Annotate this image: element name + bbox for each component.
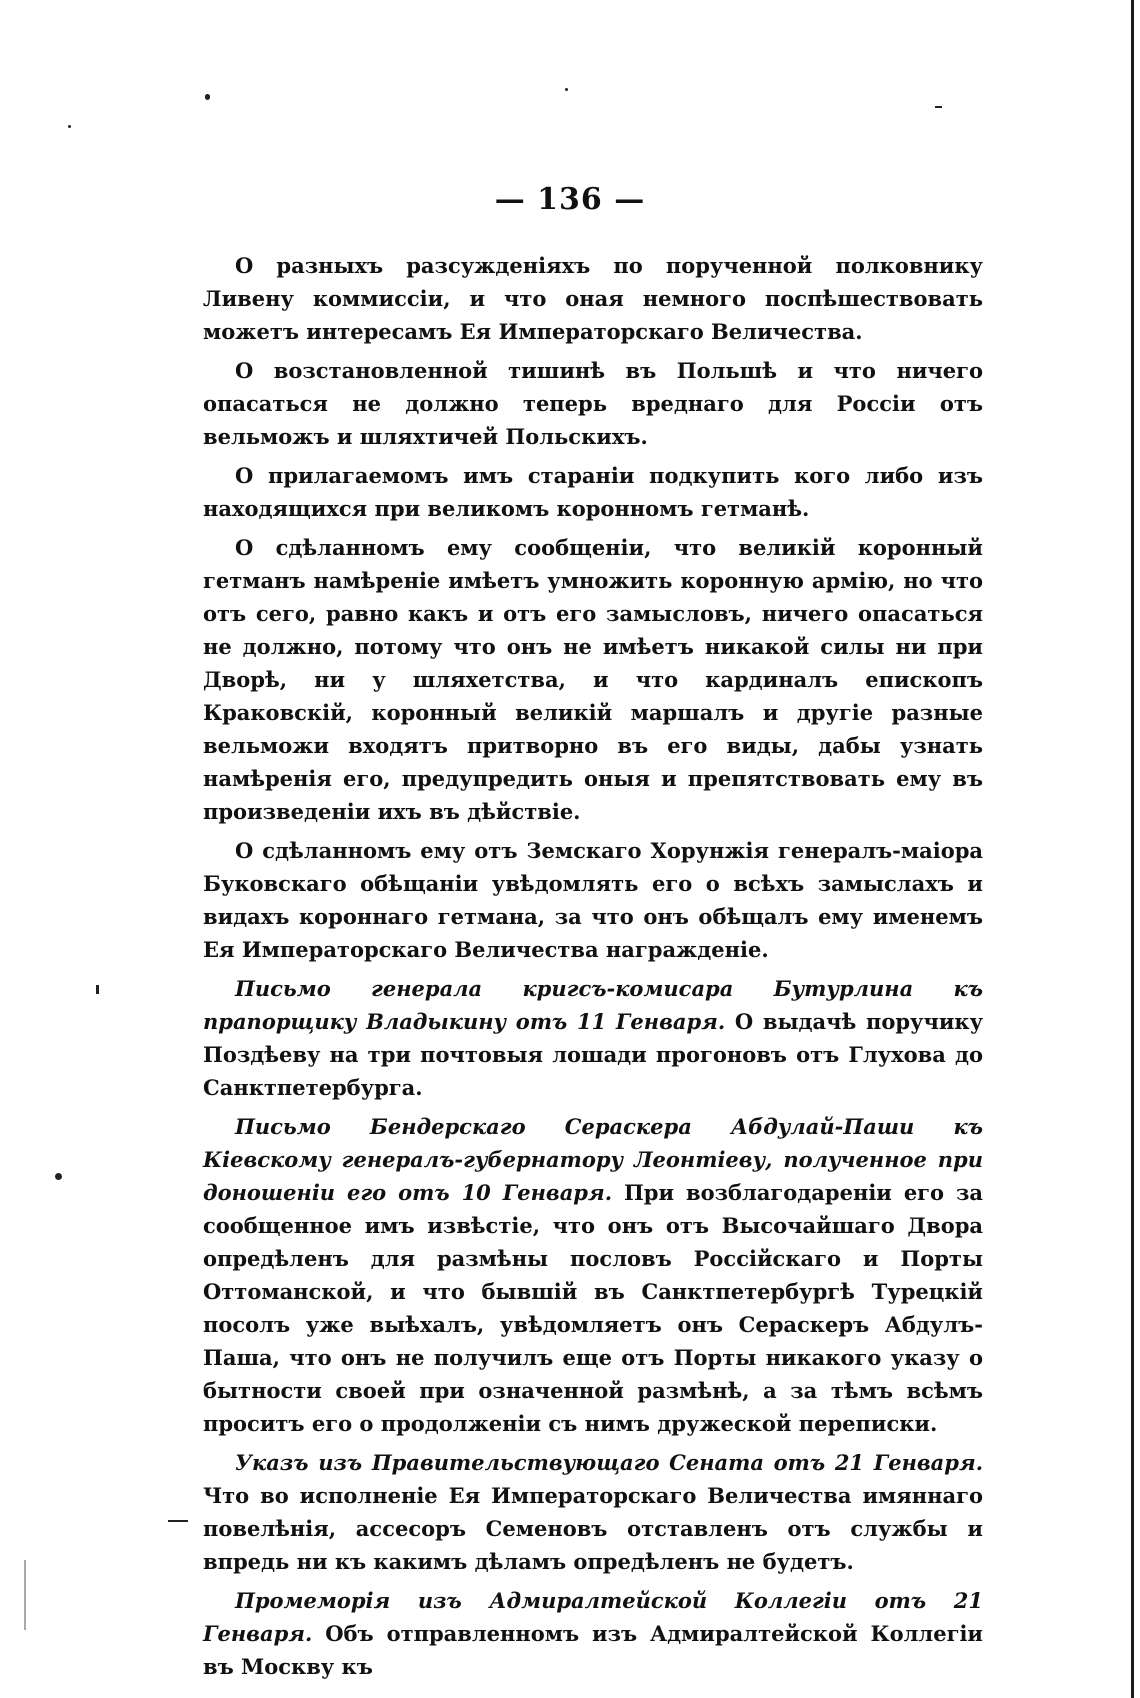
paragraph: [203, 1110, 983, 1440]
paragraph: [203, 1446, 983, 1578]
scan-speck: [935, 106, 942, 108]
paragraph: [203, 354, 983, 453]
paragraph-text: О разныхъ разсужденіяхъ по порученной полковнику Ливену коммиссіи, и что оная немного поспѣшествовать можетъ интересамъ Ея Императорскаго Величества.: [203, 253, 983, 344]
paragraph: [203, 459, 983, 525]
document-heading: Письмо Бендерскаго Сераскера Абдулай-Паши къ Кіевскому генералъ-губернатору Леонтіеву, полученное при доношеніи его отъ 10 Генваря.: [203, 1114, 983, 1205]
paragraph-text: При возблагодареніи его за сообщенное имъ извѣстіе, что онъ отъ Высочайшаго Двора опредѣленъ для размѣны пословъ Россійскаго и Порты Оттоманской, и что бывшій въ Санктпетербургѣ Турецкій посолъ уже выѣхалъ, увѣдомляетъ онъ Сераскеръ Абдулъ-Паша, что онъ не получилъ еще отъ Порты никакого указу о бытности своей при означенной размѣнѣ, а за тѣмъ всѣмъ проситъ его о продолженіи съ нимъ дружеской переписки.: [203, 1180, 984, 1436]
scan-speck: [205, 94, 210, 100]
paragraph-text: О возстановленной тишинѣ въ Польшѣ и что ничего опасаться не должно теперь вреднаго для Россіи отъ вельможъ и шляхтичей Польскихъ.: [203, 358, 983, 449]
scan-speck: [96, 985, 99, 994]
paragraph-text: О сдѣланномъ ему отъ Земскаго Хорунжія генералъ-маіора Буковскаго обѣщаніи увѣдомлять его о всѣхъ замыслахъ и видахъ короннаго гетмана, за что онъ обѣщалъ ему именемъ Ея Императорскаго Величества награжденіе.: [203, 838, 983, 962]
document-heading: Указъ изъ Правительствующаго Сената отъ 21 Генваря.: [235, 1450, 983, 1475]
scan-speck: [168, 1520, 188, 1522]
document-heading: Письмо генерала кригсъ-комисара Бутурлина къ прапорщику Владыкину отъ 11 Генваря.: [203, 976, 983, 1034]
paragraph: [203, 249, 983, 348]
document-body: [203, 249, 983, 1689]
document-heading: Промеморія изъ Адмиралтейской Коллегіи отъ 21 Генваря.: [203, 1588, 983, 1646]
paragraph: [203, 972, 983, 1104]
page-number: — 136 —: [494, 182, 646, 217]
paragraph: [203, 834, 983, 966]
paragraph-text: О выдачѣ поручику Поздѣеву на три почтовыя лошади прогоновъ отъ Глухова до Санктпетербурга.: [203, 1009, 984, 1100]
paragraph-text: Объ отправленномъ изъ Адмиралтейской Коллегіи въ Москву къ: [203, 1621, 983, 1679]
scan-speck: [55, 1173, 62, 1180]
paragraph-text: Что во исполненіе Ея Императорскаго Величества имяннаго повелѣнія, ассесоръ Семеновъ отставленъ отъ службы и впредь ни къ какимъ дѣламъ опредѣленъ не будетъ.: [203, 1483, 983, 1574]
page-edge-rule: [1131, 0, 1134, 1698]
scan-speck: [68, 125, 71, 128]
scan-speck: [565, 88, 568, 91]
paragraph-text: О прилагаемомъ имъ стараніи подкупить кого либо изъ находящихся при великомъ коронномъ гетманѣ.: [203, 463, 983, 521]
paragraph: [203, 531, 983, 828]
scan-speck: [24, 1560, 26, 1630]
paragraph-text: О сдѣланномъ ему сообщеніи, что великій коронный гетманъ намѣреніе имѣетъ умножить коронную армію, но что отъ сего, равно какъ и отъ его замысловъ, ничего опасаться не должно, потому что онъ не имѣетъ никакой силы ни при Дворѣ, ни у шляхетства, и что кардиналъ епископъ Краковскій, коронный великій маршалъ и другіе разные вельможи входятъ притворно въ его виды, дабы узнать намѣренія его, предупредить оныя и препятствовать ему въ произведеніи ихъ въ дѣйствіе.: [203, 535, 983, 824]
paragraph: [203, 1584, 983, 1683]
